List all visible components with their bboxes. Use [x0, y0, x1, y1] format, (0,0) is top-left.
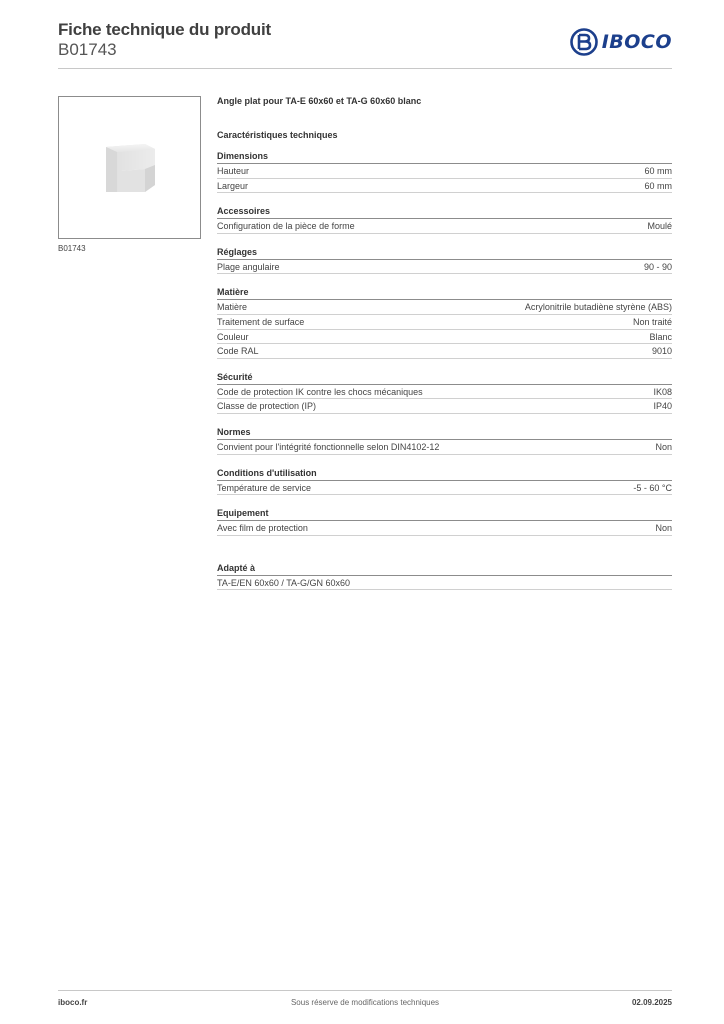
spec-row — [217, 399, 672, 414]
spec-value: 90 - 90 — [643, 261, 672, 272]
spec-row — [217, 440, 672, 455]
spec-label: Code RAL — [217, 346, 259, 357]
iboco-logo-icon — [570, 28, 598, 56]
footer-website[interactable]: iboco.fr — [58, 998, 88, 1007]
spec-group-title: Dimensions — [217, 151, 672, 164]
spec-row — [217, 344, 672, 359]
spec-groups — [217, 151, 672, 536]
spec-label: Avec film de protection — [217, 523, 308, 534]
spec-group-title: Sécurité — [217, 372, 672, 385]
spec-row — [217, 576, 672, 591]
spec-value: Blanc — [649, 331, 672, 342]
spec-group-title: Matière — [217, 287, 672, 300]
product-title: Angle plat pour TA-E 60x60 et TA-G 60x60 blanc — [217, 96, 422, 106]
spec-group-title: Conditions d'utilisation — [217, 468, 672, 481]
spec-value: -5 - 60 °C — [633, 482, 672, 493]
spec-label: TA-E/EN 60x60 / TA-G/GN 60x60 — [217, 577, 351, 588]
spec-label: Température de service — [217, 482, 312, 493]
spec-group-title: Réglages — [217, 247, 672, 260]
spec-value: IK08 — [653, 386, 672, 397]
spec-value: Acrylonitrile butadiène styrène (ABS) — [524, 302, 672, 313]
spec-group — [217, 247, 672, 275]
spec-group — [217, 427, 672, 455]
spec-value: 60 mm — [644, 166, 672, 176]
spec-group — [217, 151, 672, 193]
footer-date: 02.09.2025 — [631, 998, 672, 1007]
product-image — [58, 96, 201, 239]
spec-value: 60 mm — [644, 180, 672, 191]
brand-logo — [570, 28, 672, 56]
product-reference: B01743 — [58, 40, 117, 59]
spec-label: Largeur — [217, 180, 249, 191]
footer-divider — [58, 990, 672, 991]
page-title: Fiche technique du produit — [58, 20, 271, 39]
spec-group-title: Accessoires — [217, 206, 672, 219]
spec-row — [217, 315, 672, 330]
spec-label: Plage angulaire — [217, 261, 280, 272]
spec-label: Traitement de surface — [217, 316, 305, 327]
spec-group-title: Equipement — [217, 508, 672, 521]
spec-value: Non — [655, 523, 672, 534]
spec-value: Moulé — [647, 221, 672, 232]
spec-row — [217, 219, 672, 234]
page-header — [58, 20, 672, 70]
spec-label: Configuration de la pièce de forme — [217, 221, 355, 232]
spec-group-title: Normes — [217, 427, 672, 440]
spec-value: IP40 — [653, 401, 672, 412]
spec-row — [217, 385, 672, 400]
logo-wordmark: IBOCO — [601, 31, 672, 53]
spec-row — [217, 164, 672, 179]
spec-group — [217, 287, 672, 358]
spec-row — [217, 179, 672, 194]
spec-row — [217, 481, 672, 496]
footer-notice: Sous réserve de modifications techniques — [290, 998, 440, 1007]
specs-heading: Caractéristiques techniques — [217, 130, 338, 140]
spec-label: Couleur — [217, 331, 249, 342]
spec-label: Convient pour l'intégrité fonctionnelle selon DIN4102-12 — [217, 441, 440, 452]
spec-label: Matière — [217, 302, 248, 313]
header-divider — [58, 68, 672, 69]
product-photo-icon — [59, 97, 200, 238]
spec-group — [217, 372, 672, 414]
spec-group — [217, 508, 672, 536]
spec-content — [217, 96, 672, 590]
spec-group — [217, 206, 672, 234]
spec-label: Hauteur — [217, 166, 250, 176]
spec-value: Non — [655, 441, 672, 452]
spec-label: Classe de protection (IP) — [217, 401, 317, 412]
spec-value: Non traité — [632, 316, 672, 327]
spec-row — [217, 330, 672, 345]
spec-group — [217, 468, 672, 496]
spec-row — [217, 521, 672, 536]
image-caption: B01743 — [58, 244, 86, 253]
spec-value: 9010 — [651, 346, 672, 357]
adapted-list — [217, 576, 672, 591]
adapted-heading: Adapté à — [217, 563, 672, 576]
spec-label: Code de protection IK contre les chocs mécaniques — [217, 386, 423, 397]
spec-row — [217, 260, 672, 275]
spec-row — [217, 300, 672, 315]
